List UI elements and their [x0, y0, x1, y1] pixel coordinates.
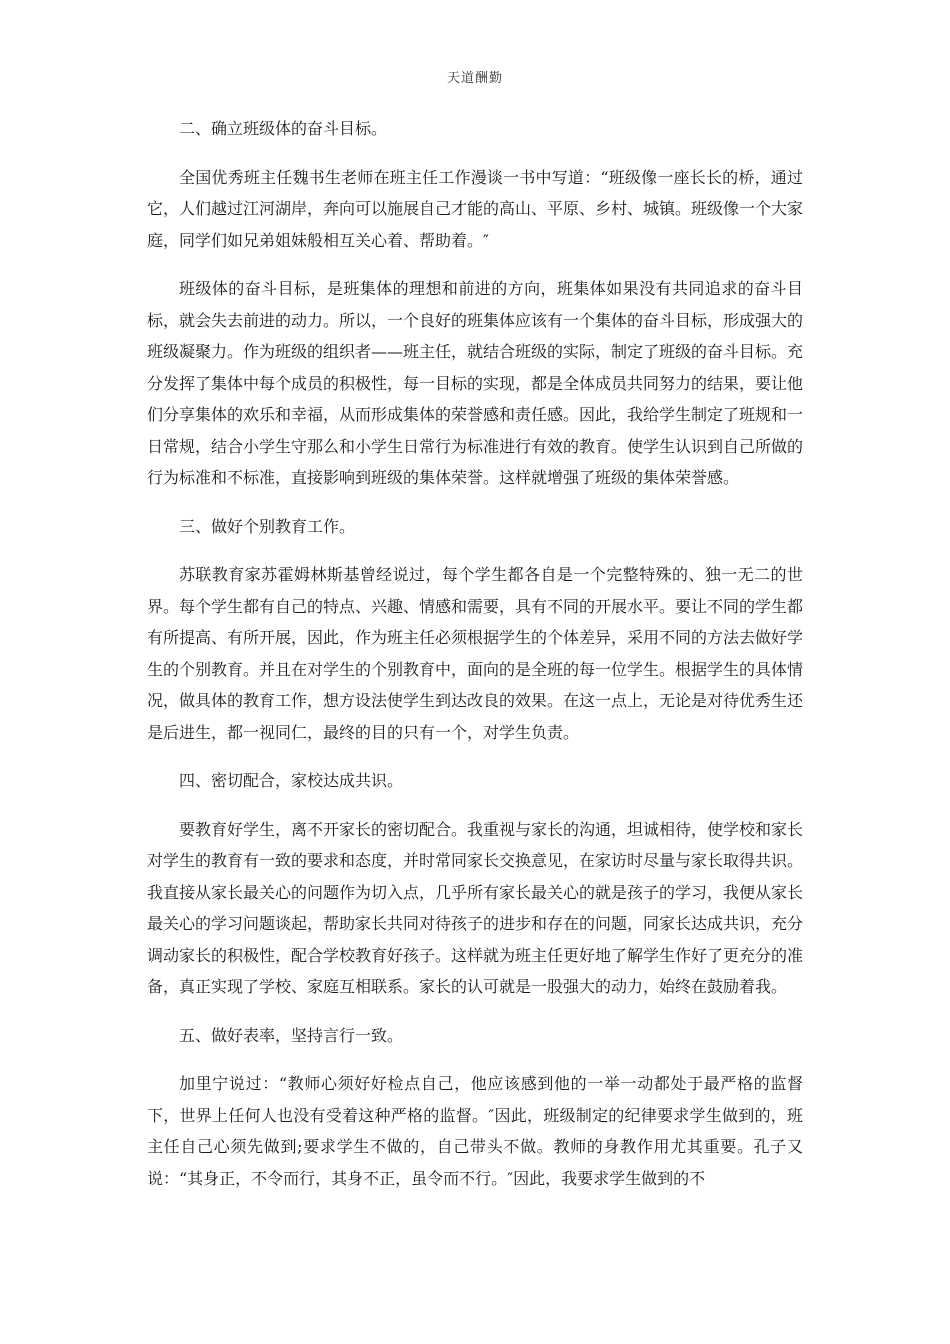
paragraph: 全国优秀班主任魏书生老师在班主任工作漫谈一书中写道：“班级像一座长长的桥，通过它，人们越过江河湖岸，奔向可以施展自己才能的高山、平原、乡村、城镇。班级像一个大家庭，同学们如兄弟姐妹般相互关心着、帮助着。″ [147, 167, 804, 250]
document-body [147, 113, 803, 1211]
paragraph: 班级体的奋斗目标，是班集体的理想和前进的方向，班集体如果没有共同追求的奋斗目标，就会失去前进的动力。所以，一个良好的班集体应该有一个集体的奋斗目标，形成强大的班级凝聚力。作为班级的组织者——班主任，就结合班级的实际，制定了班级的奋斗目标。充分发挥了集体中每个成员的积极性，每一目标的实现，都是全体成员共同努力的结果，要让他们分享集体的欢乐和幸福，从而形成集体的荣誉感和责任感。因此，我给学生制定了班规和一日常规，结合小学生守那么和小学生日常行为标准进行有效的教育。使学生认识到自己所做的行为标准和不标准，直接影响到班级的集体荣誉。这样就增强了班级的集体荣誉感。 [147, 279, 804, 487]
paragraph: 要教育好学生，离不开家长的密切配合。我重视与家长的沟通，坦诚相待，使学校和家长对学生的教育有一致的要求和态度，并时常同家长交换意见，在家访时尽量与家长取得共识。我直接从家长最关心的问题作为切入点，几乎所有家长最关心的就是孩子的学习，我便从家长最关心的学习问题谈起，帮助家长共同对待孩子的进步和存在的问题，同家长达成共识，充分调动家长的积极性，配合学校教育好孩子。这样就为班主任更好地了解学生作好了更充分的准备，真正实现了学校、家庭互相联系。家长的认可就是一股强大的动力，始终在鼓励着我。 [147, 819, 804, 996]
paragraph: 苏联教育家苏霍姆林斯基曾经说过，每个学生都各自是一个完整特殊的、独一无二的世界。每个学生都有自己的特点、兴趣、情感和需要，具有不同的开展水平。要让不同的学生都有所提高、有所开展，因此，作为班主任必须根据学生的个体差异，采用不同的方法去做好学生的个别教育。并且在对学生的个别教育中，面向的是全班的每一位学生。根据学生的具体情况，做具体的教育工作，想方设法使学生到达改良的效果。在这一点上，无论是对待优秀生还是后进生，都一视同仁，最终的目的只有一个，对学生负责。 [147, 565, 804, 742]
paragraph: 加里宁说过：“教师心须好好检点自己，他应该感到他的一举一动都处于最严格的监督下，世界上任何人也没有受着这种严格的监督。″因此，班级制定的纪律要求学生做到的，班主任自己心须先做到;要求学生不做的，自己带头不做。教师的身教作用尤其重要。孔子又说：“其身正，不令而行，其身不正，虽令而不行。″因此，我要求学生做到的不 [147, 1074, 803, 1188]
section-heading: 二、确立班级体的奋斗目标。 [179, 119, 388, 138]
page-header: 天道酬勤 [446, 71, 503, 86]
section-heading: 四、密切配合，家校达成共识。 [179, 771, 404, 790]
section-heading: 五、做好表率，坚持言行一致。 [179, 1025, 404, 1045]
section-heading: 三、做好个别教育工作。 [179, 516, 356, 536]
